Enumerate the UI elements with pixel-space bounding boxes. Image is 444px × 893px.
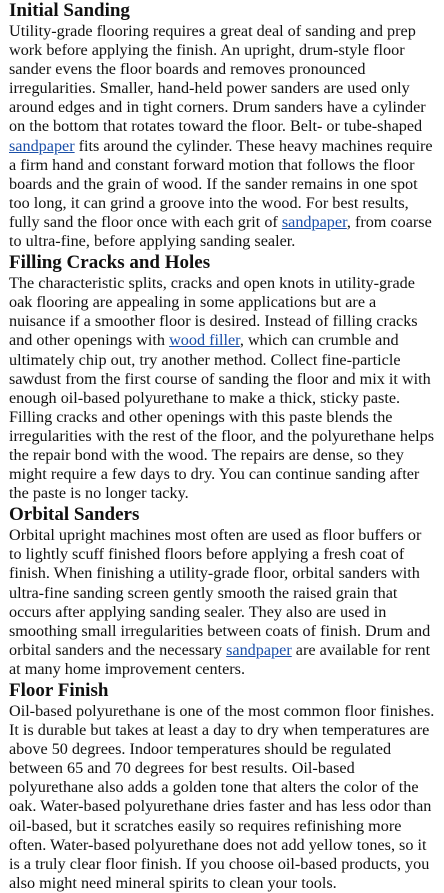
section-title: Orbital Sanders xyxy=(9,504,140,526)
section-initial-sanding xyxy=(9,0,435,251)
section-body xyxy=(9,22,435,251)
body-text: fits around the cylinder. These heavy machines require a firm hand and constant forward motion that follows the floor boards and the grain of wood. If the sander remains in one spot too long, it can grind a groove into the wood. For best results, fully sand the floor once with each grit of xyxy=(9,136,433,231)
body-text: , which can crumble and ultimately chip out, try another method. Collect fine-particle sawdust from the first course of sanding the floor and mix it with enough oil-based polyurethane to make a thick, sticky paste. Filling cracks and other openings with this paste blends the irregularities with the rest of the floor, and the polyurethane helps the repair bond with the wood. The repairs are dense, so they might require a few days to dry. You can continue sanding after the paste is no longer tacky. xyxy=(9,331,435,503)
body-text: The characteristic splits, cracks and open knots in utility-grade oak flooring are appealing in some applications but are a nuisance if a smoother floor is desired. Instead of filling cracks and other openings with xyxy=(9,274,418,350)
section-title: Filling Cracks and Holes xyxy=(9,252,211,274)
body-text: are available for rent at many home improvement centers. xyxy=(9,640,431,678)
section-filling-cracks xyxy=(9,252,435,503)
body-text: Orbital upright machines most often are used as floor buffers or to lightly scuff finished floors before applying a fresh coat of finish. When finishing a utility-grade floor, orbital sanders with ultra-fine sanding screen gently smooth the raised grain that occurs after applying sanding sealer. They also are used in smoothing small irregularities between coats of finish. Drum and orbital sanders and the necessary xyxy=(9,526,431,659)
section-body xyxy=(9,274,435,503)
wood-filler-link[interactable]: wood filler xyxy=(169,331,240,350)
sandpaper-link[interactable]: sandpaper xyxy=(9,136,75,155)
sandpaper-link[interactable]: sandpaper xyxy=(226,640,292,659)
section-title: Floor Finish xyxy=(9,680,109,701)
sandpaper-link[interactable]: sandpaper xyxy=(281,212,347,231)
body-text: , from coarse to ultra-fine, before applying sanding sealer. xyxy=(9,212,432,251)
section-body xyxy=(9,702,435,893)
section-floor-finish xyxy=(9,680,435,893)
section-orbital-sanders xyxy=(9,504,435,679)
body-text: Utility-grade flooring requires a great deal of sanding and prep work before applying the finish. An upright, drum-style floor sander evens the floor boards and removes pronounced irregularities. Smaller, hand-held power sanders are used only around edges and in tight corners. Drum sanders have a cylinder on the bottom that rotates toward the floor. Belt- or tube-shaped xyxy=(9,22,426,136)
body-text: Oil-based polyurethane is one of the most common floor finishes. It is durable but takes at least a day to dry when temperatures are above 50 degrees. Indoor temperatures should be regulated between 65 and 70 degrees for best results. Oil-based polyurethane also adds a golden tone that alters the color of the oak. Water-based polyurethane dries faster and has less odor than oil-based, but it scratches easily so requires refinishing more often. Water-based polyurethane does not add yellow tones, so it is a truly clear floor finish. If you choose oil-based products, you also might need mineral spirits to clean your tools. xyxy=(9,702,435,892)
section-body xyxy=(9,526,435,679)
section-title: Initial Sanding xyxy=(9,0,130,21)
